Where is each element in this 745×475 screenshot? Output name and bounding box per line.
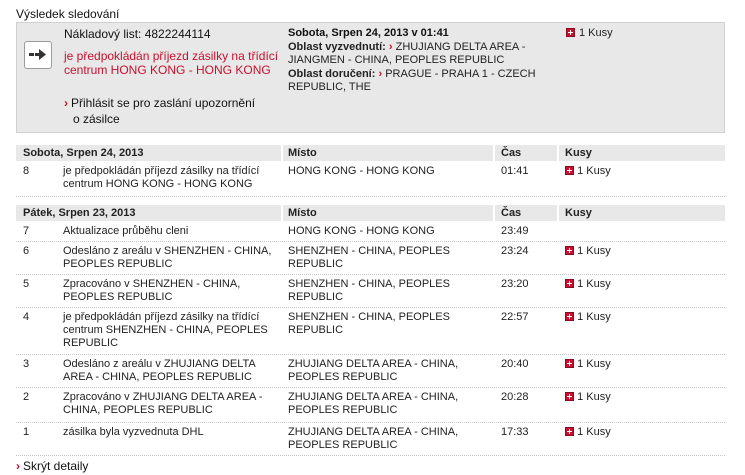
event-location: SHENZHEN - CHINA, PEOPLES REPUBLIC: [288, 278, 450, 303]
event-description: Odesláno z areálu v SHENZHEN - CHINA, PEOPLES REPUBLIC: [63, 245, 272, 270]
event-description: je předpokládán příjezd zásilky na třídící centrum SHENZHEN - CHINA, PEOPLES REPUBLIC: [63, 311, 268, 349]
table-row: [16, 355, 725, 388]
event-description: zásilka byla vyzvednuta DHL: [63, 426, 204, 438]
pieces-expand[interactable]: [565, 391, 611, 404]
table-row: [16, 388, 725, 423]
event-location: HONG KONG - HONG KONG: [288, 165, 435, 177]
event-number: 7: [23, 225, 30, 237]
event-location: ZHUJIANG DELTA AREA - CHINA, PEOPLES REPUBLIC: [288, 358, 459, 383]
event-time: 17:33: [501, 426, 529, 438]
event-description: Aktualizace průběhu cleni: [63, 225, 189, 237]
plus-icon[interactable]: [565, 427, 574, 436]
event-number: 6: [23, 245, 30, 257]
table-row: [16, 308, 725, 355]
pieces-expand[interactable]: [565, 426, 611, 439]
pieces-label: 1 Kusy: [577, 311, 611, 323]
hide-details-label: Skrýt detaily: [23, 459, 89, 473]
event-time: 20:40: [501, 358, 529, 370]
plus-icon[interactable]: [565, 166, 574, 175]
group-date: Sobota, Srpen 24, 2013: [23, 147, 144, 159]
chevron-right-icon: ›: [388, 41, 393, 53]
event-description: Zpracováno v ZHUJIANG DELTA AREA - CHINA, PEOPLES REPUBLIC: [63, 391, 263, 416]
pieces-expand[interactable]: [565, 358, 611, 371]
chevron-right-icon: ›: [16, 459, 20, 473]
col-location: Místo: [288, 207, 317, 219]
table-row: [16, 222, 725, 242]
plus-icon[interactable]: [565, 392, 574, 401]
table-row: [16, 275, 725, 308]
event-number: 4: [23, 311, 30, 323]
plus-icon[interactable]: [565, 279, 574, 288]
pieces-label: 1 Kusy: [577, 358, 611, 370]
destination-value: PRAGUE - PRAHA 1 - CZECH REPUBLIC, THE: [288, 68, 536, 93]
event-number: 1: [23, 426, 30, 438]
event-description: Zpracováno v SHENZHEN - CHINA, PEOPLES REPUBLIC: [63, 278, 241, 303]
group-header: [16, 145, 725, 161]
plus-icon[interactable]: [566, 28, 575, 37]
table-row: [16, 423, 725, 456]
col-pieces: Kusy: [565, 147, 592, 159]
event-number: 2: [23, 391, 30, 403]
col-time: Čas: [501, 207, 522, 219]
event-location: ZHUJIANG DELTA AREA - CHINA, PEOPLES REPUBLIC: [288, 426, 459, 451]
event-time: 20:28: [501, 391, 529, 403]
waybill-number: Nákladový list: 4822244114: [64, 27, 211, 41]
subscribe-notifications-link[interactable]: [64, 95, 294, 127]
pieces-expand[interactable]: [565, 245, 611, 258]
page-title: Výsledek sledování: [16, 7, 120, 21]
current-status: je předpokládán příjezd zásilky na třídící centrum HONG KONG - HONG KONG: [64, 49, 279, 77]
summary-date: Sobota, Srpen 24, 2013 v 01:41: [288, 27, 449, 39]
subscribe-label-1: Přihlásit se pro zaslání upozornění: [71, 96, 256, 110]
event-description: Odesláno z areálu v ZHUJIANG DELTA AREA - CHINA, PEOPLES REPUBLIC: [63, 358, 256, 383]
table-row: [16, 242, 725, 275]
event-time: 23:49: [501, 225, 529, 237]
col-pieces: Kusy: [565, 207, 592, 219]
event-time: 23:24: [501, 245, 529, 257]
event-time: 01:41: [501, 165, 529, 177]
event-number: 5: [23, 278, 30, 290]
hide-details-link[interactable]: [16, 459, 88, 473]
plus-icon[interactable]: [565, 246, 574, 255]
group-header: [16, 205, 725, 221]
pieces-label: 1 Kusy: [579, 27, 613, 39]
destination-label: Oblast doručení:: [288, 68, 376, 80]
col-location: Místo: [288, 147, 317, 159]
chevron-right-icon: ›: [378, 68, 383, 80]
event-time: 23:20: [501, 278, 529, 290]
pieces-expand[interactable]: [566, 27, 613, 39]
origin-area: [288, 41, 538, 67]
group-date: Pátek, Srpen 23, 2013: [23, 207, 136, 219]
table-row: [16, 162, 725, 197]
pieces-label: 1 Kusy: [577, 278, 611, 290]
pieces-expand[interactable]: [565, 278, 611, 291]
plus-icon[interactable]: [565, 312, 574, 321]
pieces-expand[interactable]: [565, 165, 611, 178]
event-location: SHENZHEN - CHINA, PEOPLES REPUBLIC: [288, 311, 450, 336]
destination-area: [288, 68, 538, 94]
event-time: 22:57: [501, 311, 529, 323]
chevron-right-icon: ›: [64, 96, 68, 110]
event-location: ZHUJIANG DELTA AREA - CHINA, PEOPLES REPUBLIC: [288, 391, 459, 416]
arrow-right-icon: [24, 41, 52, 69]
event-number: 3: [23, 358, 30, 370]
pieces-label: 1 Kusy: [577, 165, 611, 177]
subscribe-label-2: o zásilce: [73, 112, 120, 126]
shipment-summary: [16, 22, 725, 133]
pieces-label: 1 Kusy: [577, 391, 611, 403]
origin-value: ZHUJIANG DELTA AREA - JIANGMEN - CHINA, PEOPLES REPUBLIC: [288, 41, 526, 66]
origin-label: Oblast vyzvednutí:: [288, 41, 386, 53]
pieces-expand[interactable]: [565, 311, 611, 324]
pieces-label: 1 Kusy: [577, 245, 611, 257]
event-description: je předpokládán příjezd zásilky na třídící centrum HONG KONG - HONG KONG: [63, 165, 260, 190]
event-location: SHENZHEN - CHINA, PEOPLES REPUBLIC: [288, 245, 450, 270]
plus-icon[interactable]: [565, 359, 574, 368]
event-number: 8: [23, 165, 30, 177]
event-location: HONG KONG - HONG KONG: [288, 225, 435, 237]
col-time: Čas: [501, 147, 522, 159]
pieces-label: 1 Kusy: [577, 426, 611, 438]
